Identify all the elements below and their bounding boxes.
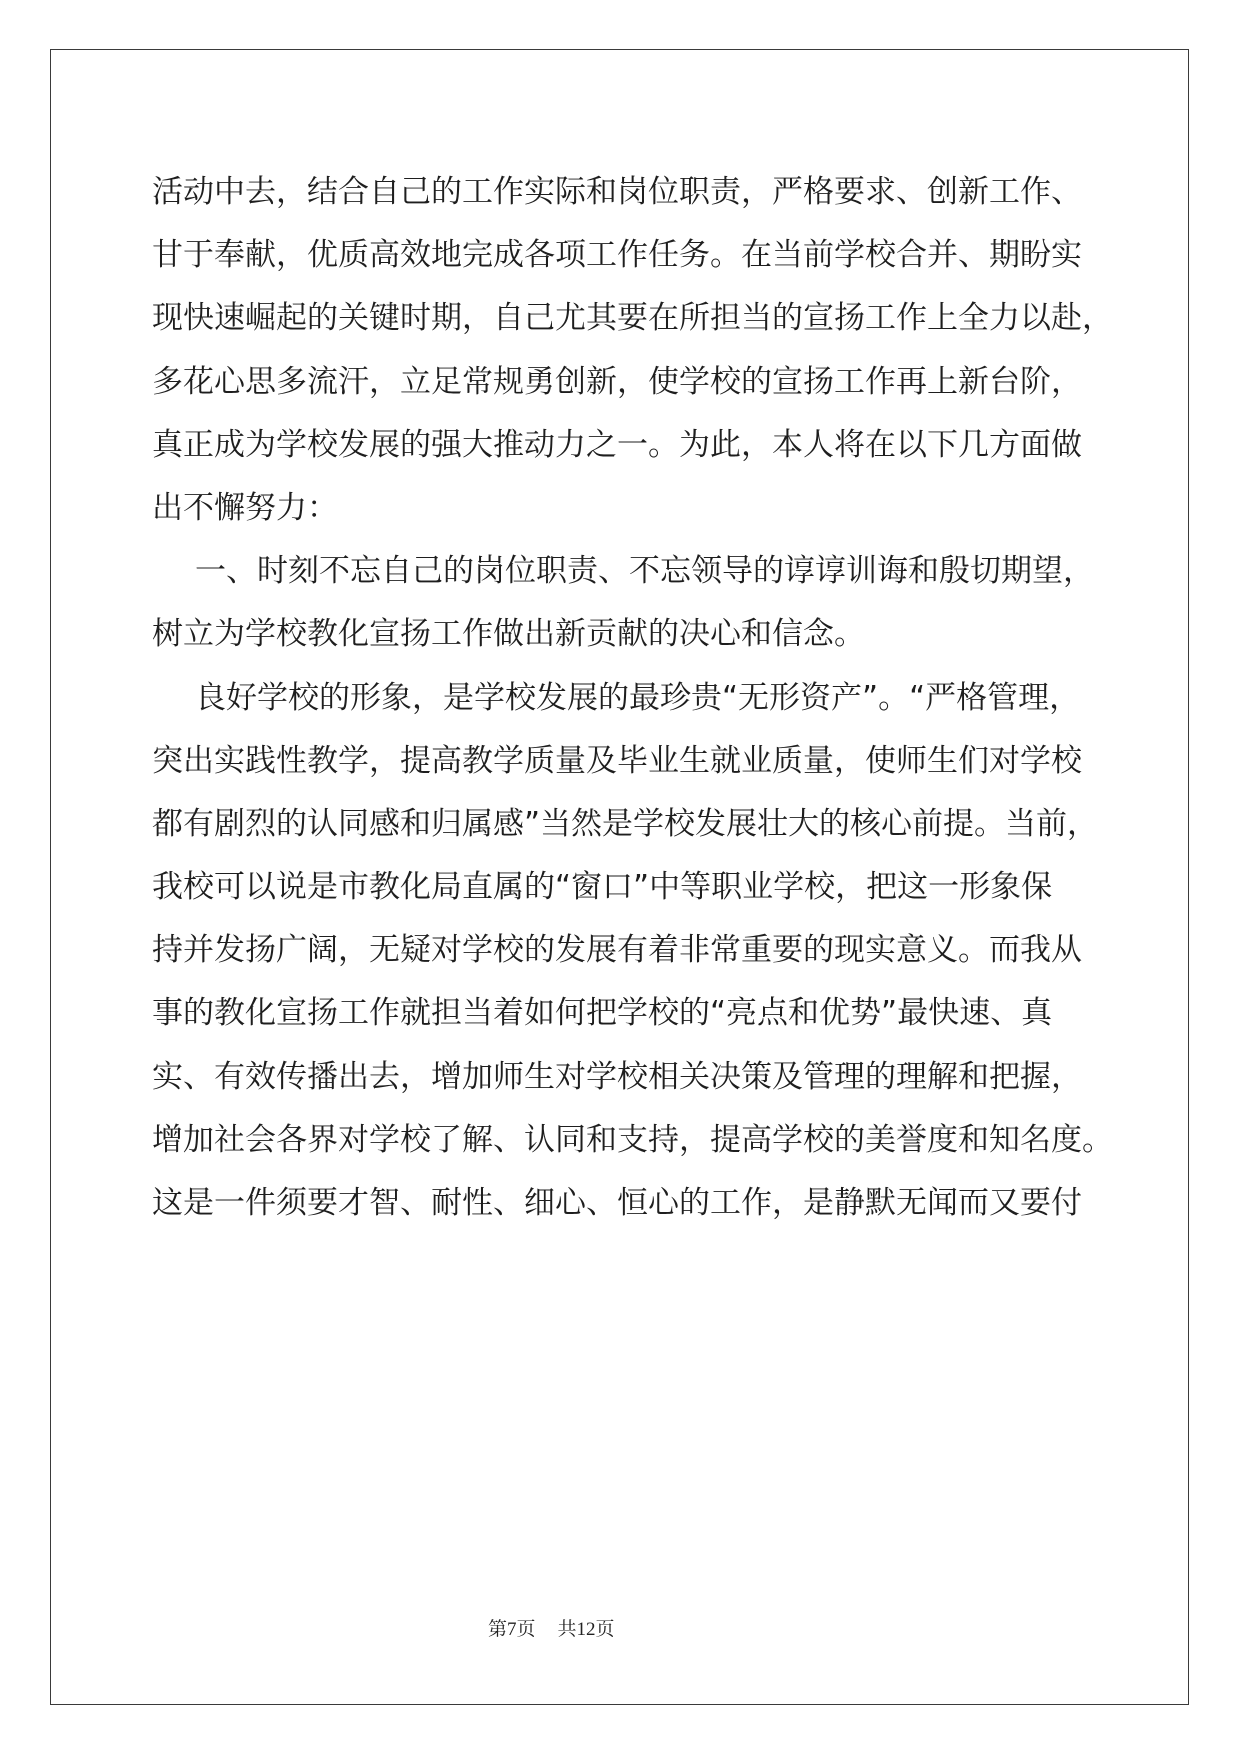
text-line: 树立为学校教化宣扬工作做出新贡献的决心和信念。 [152,616,865,653]
text-line: 这是一件须要才智、耐性、细心、恒心的工作，是静默无闻而又要付 [152,1185,1082,1221]
text-line: 事的教化宣扬工作就担当着如何把学校的“亮点和优势”最快速、真 [152,995,1053,1032]
text-line: 突出实践性教学，提高教学质量及毕业生就业质量，使师生们对学校 [152,742,1082,779]
text-line: 一、时刻不忘自己的岗位职责、不忘领导的谆谆训诲和殷切期望， [195,553,1094,590]
text-line: 出不懈努力： [152,489,338,526]
paragraph-school-image [152,667,1152,1236]
text-line: 良好学校的形象，是学校发展的最珍贵“无形资产”。“严格管理， [195,679,1081,716]
text-line: 都有剧烈的认同感和归属感”当然是学校发展壮大的核心前提。当前， [152,805,1099,842]
text-line: 实、有效传播出去，增加师生对学校相关决策及管理的理解和把握， [152,1058,1082,1095]
text-line: 我校可以说是市教化局直属的“窗口”中等职业学校，把这一形象保 [152,869,1053,906]
document-body [152,161,1152,1235]
text-line: 现快速崛起的关键时期，自己尤其要在所担当的宣扬工作上全力以赴， [152,300,1113,337]
text-line: 真正成为学校发展的强大推动力之一。为此，本人将在以下几方面做 [152,426,1082,463]
paragraph-continued [152,161,1152,540]
text-line: 增加社会各界对学校了解、认同和支持，提高学校的美誉度和知名度。 [152,1121,1113,1158]
text-line: 多花心思多流汗，立足常规勇创新，使学校的宣扬工作再上新台阶， [152,363,1082,400]
paragraph-section-one [152,540,1152,666]
text-line: 持并发扬广阔，无疑对学校的发展有着非常重要的现实意义。而我从 [152,932,1082,969]
text-line: 甘于奉献，优质高效地完成各项工作任务。在当前学校合并、期盼实 [152,237,1082,274]
page-footer [488,1617,615,1643]
page-total: 共12页 [557,1619,615,1640]
page-number: 第7页 [488,1619,536,1640]
text-line: 活动中去，结合自己的工作实际和岗位职责，严格要求、创新工作、 [152,174,1082,210]
